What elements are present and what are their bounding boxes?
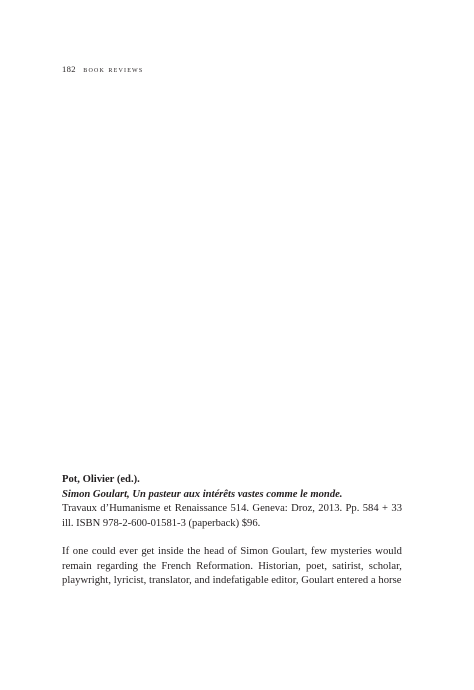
review-editor: Pot, Olivier (ed.). — [62, 474, 140, 485]
review-publication-details: Travaux d’Humanisme et Renaissance 514. Geneva: Droz, 2013. Pp. 584 + 33 ill. ISBN 978-2-600-01581-3 (paperback) $96. — [62, 503, 402, 529]
section-title: book reviews — [83, 64, 144, 74]
book-review — [62, 473, 402, 589]
running-head — [62, 64, 143, 74]
review-book-title: Simon Goulart, Un pasteur aux intérêts vastes comme le monde. — [62, 488, 343, 500]
page-number: 182 — [62, 64, 76, 74]
review-body-text: If one could ever get inside the head of Simon Goulart, few mysteries would remain regarding the French Reformation. Historian, poet, satirist, scholar, playwright, lyricist, translator, and indefatigable editor, Goulart entered a horse — [62, 546, 402, 586]
